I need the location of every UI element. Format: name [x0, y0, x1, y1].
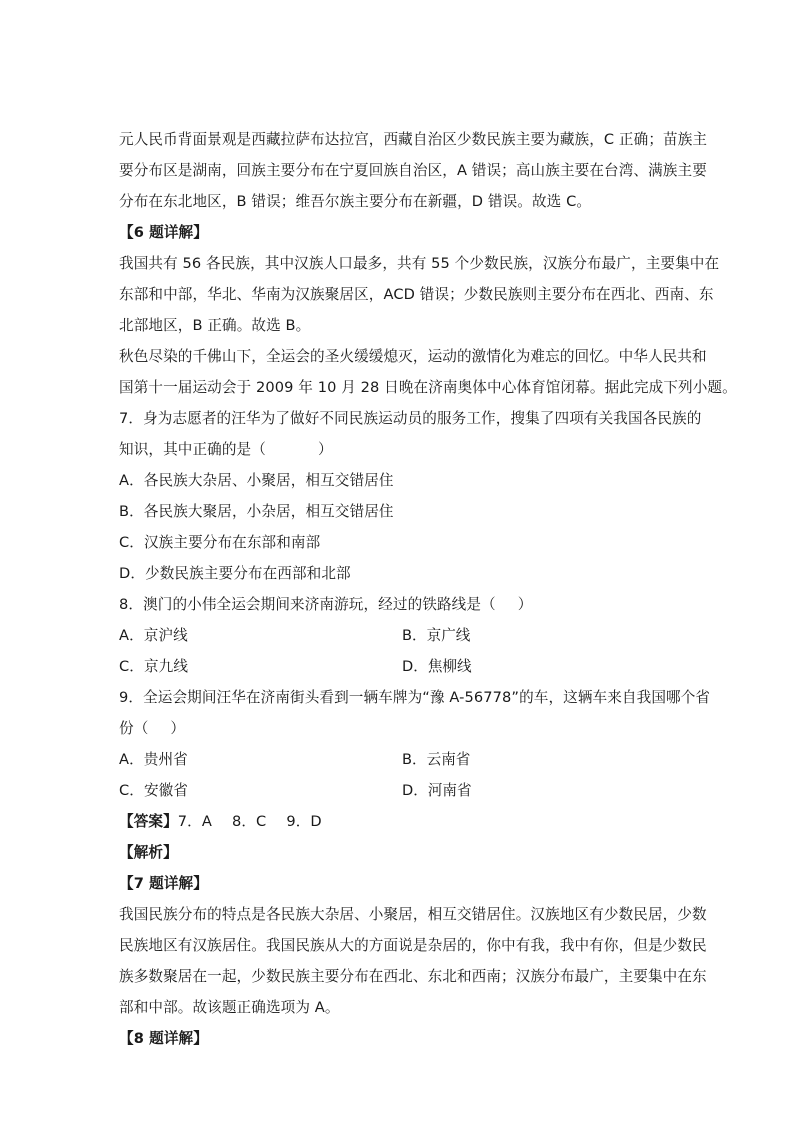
answer-7: 7．A	[177, 813, 212, 830]
intro-line-2: 国第十一届运动会于 2009 年 10 月 28 日晚在济南奥体中心体育馆闭幕。据此完成下列小题。	[119, 379, 737, 396]
q8-option-b: B．京广线	[402, 627, 471, 644]
q6-detail-heading: 【6 题详解】	[119, 224, 208, 241]
q9-option-c: C．安徽省	[119, 782, 189, 799]
q6-detail-line-1: 我国共有 56 各民族，其中汉族人口最多，共有 55 个少数民族，汉族分布最广，主要集中在	[119, 255, 720, 272]
q9-stem-text: 份（	[119, 720, 149, 737]
q9-option-d: D．河南省	[402, 782, 472, 799]
answer-line	[119, 812, 679, 832]
prev-answer-line-2: 要分布区是湖南，回族主要分布在宁夏回族自治区，A 错误；高山族主要在台湾、满族主要	[119, 162, 707, 179]
q9-stem-close: ）	[170, 720, 186, 737]
q7-detail-line-2: 民族地区有汉族居住。我国民族从大的方面说是杂居的，你中有我，我中有你，但是少数民	[119, 937, 707, 954]
analysis-heading: 【解析】	[119, 844, 178, 861]
q8-detail-heading: 【8 题详解】	[119, 1030, 208, 1047]
q6-detail-line-2: 东部和中部，华北、华南为汉族聚居区，ACD 错误；少数民族则主要分布在西北、西南、东	[119, 286, 714, 303]
q8-option-a: A．京沪线	[119, 627, 188, 644]
q9-stem-line-2	[119, 719, 679, 739]
answer-label: 【答案】	[119, 813, 178, 830]
prev-answer-line-1: 元人民币背面景观是西藏拉萨布达拉宫，西藏自治区少数民族主要为藏族，C 正确；苗族主	[119, 131, 708, 148]
q7-detail-line-1: 我国民族分布的特点是各民族大杂居、小聚居，相互交错居住。汉族地区有少数民居，少数	[119, 906, 707, 923]
q7-option-a: A．各民族大杂居、小聚居，相互交错居住	[119, 472, 394, 489]
q8-option-c: C．京九线	[119, 658, 189, 675]
q9-option-b: B．云南省	[402, 751, 471, 768]
answer-9: 9．D	[286, 813, 322, 830]
prev-answer-line-3: 分布在东北地区，B 错误；维吾尔族主要分布在新疆，D 错误。故选 C。	[119, 193, 592, 210]
q7-detail-line-3: 族多数聚居在一起，少数民族主要分布在西北、东北和西南；汉族分布最广，主要集中在东	[119, 968, 707, 985]
q9-option-a: A．贵州省	[119, 751, 188, 768]
q7-detail-heading: 【7 题详解】	[119, 875, 208, 892]
q7-detail-line-4: 部和中部。故该题正确选项为 A。	[119, 999, 340, 1016]
q7-stem-line-1: 7．身为志愿者的汪华为了做好不同民族运动员的服务工作，搜集了四项有关我国各民族的	[119, 410, 702, 427]
q7-stem-line-2	[119, 440, 679, 460]
q8-option-d: D．焦柳线	[402, 658, 472, 675]
q7-option-d: D．少数民族主要分布在西部和北部	[119, 565, 351, 582]
q7-option-b: B．各民族大聚居，小杂居，相互交错居住	[119, 503, 394, 520]
q8-stem-close: ）	[517, 596, 533, 613]
intro-line-1: 秋色尽染的千佛山下，全运会的圣火缓缓熄灭，运动的激情化为难忘的回忆。中华人民共和	[119, 348, 707, 365]
q8-stem-text: 8．澳门的小伟全运会期间来济南游玩，经过的铁路线是（	[119, 596, 496, 613]
q7-option-c: C．汉族主要分布在东部和南部	[119, 534, 321, 551]
q7-stem-text: 知识，其中正确的是（	[119, 441, 266, 458]
q6-detail-line-3: 北部地区，B 正确。故选 B。	[119, 317, 311, 334]
q8-stem	[119, 595, 679, 615]
q9-stem-line-1: 9．全运会期间汪华在济南街头看到一辆车牌为“豫 A-56778”的车，这辆车来自我国哪个省	[119, 689, 711, 706]
answer-8: 8．C	[231, 813, 267, 830]
q7-stem-close: ）	[317, 441, 333, 458]
